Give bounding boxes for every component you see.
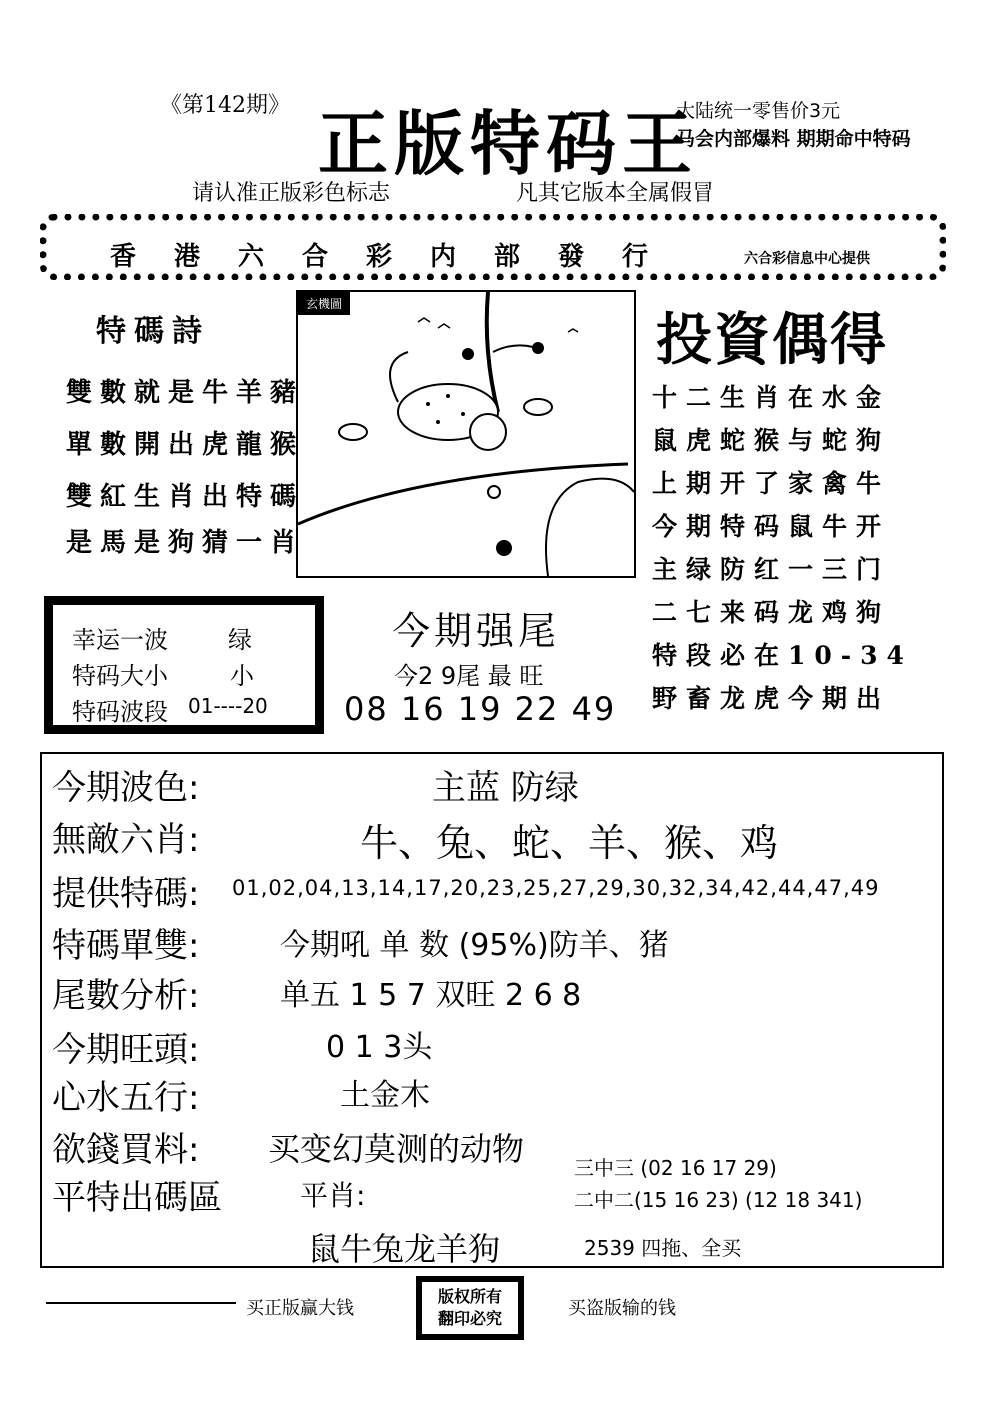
- odd-even-label: 特碼單雙:: [52, 926, 200, 966]
- poem-title: 特碼詩: [96, 314, 210, 349]
- four-drag: 2539 四拖、全买: [584, 1236, 742, 1260]
- luck-range-value: 01----20: [188, 694, 268, 718]
- six-zodiac-value: 牛、兔、蛇、羊、猴、鸡: [360, 821, 779, 865]
- invest-line: 特段必在10-34: [652, 641, 913, 670]
- footer-left-text: 买正版赢大钱: [246, 1298, 354, 1319]
- invest-line: 主绿防红一三门: [652, 555, 891, 584]
- notice-left: 请认准正版彩色标志: [192, 181, 391, 206]
- six-zodiac-label: 無敵六肖:: [52, 820, 200, 860]
- element-label: 心水五行:: [52, 1078, 200, 1118]
- footer-right-text: 买盗版输的钱: [568, 1298, 676, 1319]
- invest-title: 投資偶得: [656, 307, 888, 373]
- tail-value: 单五 1 5 7 双旺 2 6 8: [280, 978, 582, 1013]
- strong-tail-numbers: 08 16 19 22 49: [344, 690, 617, 728]
- flat-label: 平特出碼區: [52, 1178, 222, 1218]
- flat-animals: 鼠牛兔龙羊狗: [308, 1230, 501, 1268]
- tail-label: 尾數分析:: [52, 976, 200, 1016]
- element-value: 土金木: [340, 1078, 430, 1113]
- picks-value: 01,02,04,13,14,17,20,23,25,27,29,30,32,34,42,44,47,49: [232, 876, 880, 900]
- luck-range-label: 特码波段: [72, 698, 168, 726]
- copyright-line-1: 版权所有: [437, 1287, 502, 1306]
- issue-number: 《第142期》: [160, 93, 290, 118]
- puzzle-illustration: [296, 290, 636, 578]
- three-hit: 三中三 (02 16 17 29): [574, 1156, 777, 1180]
- luck-wave-label: 幸运一波: [72, 626, 168, 654]
- poem-line: 是馬是狗猜一肖: [66, 528, 305, 558]
- invest-line: 今期特码鼠牛开: [652, 512, 891, 541]
- poem-line: 雙紅生肖出特碼: [66, 482, 305, 512]
- luck-size-value: 小: [230, 662, 254, 690]
- luck-size-label: 特码大小: [72, 662, 168, 690]
- page-title: 正版特码王: [318, 102, 698, 185]
- wave-color-label: 今期波色:: [52, 768, 200, 808]
- poem-line: 雙數就是牛羊豬: [66, 378, 305, 408]
- strong-tail-title: 今期强尾: [392, 609, 561, 653]
- copyright-line-2: 翻印必究: [437, 1309, 502, 1328]
- odd-even-value: 今期吼 单 数 (95%)防羊、猪: [280, 928, 669, 963]
- footer-divider: [46, 1302, 236, 1304]
- illustration-badge: 玄機圖: [298, 292, 350, 315]
- invest-line: 野畜龙虎今期出: [652, 684, 891, 713]
- banner-text: 香港六合彩内部發行: [110, 242, 687, 272]
- banner-subtext: 六合彩信息中心提供: [744, 251, 870, 267]
- poem-line: 單數開出虎龍猴: [66, 430, 305, 460]
- head-label: 今期旺頭:: [52, 1030, 200, 1070]
- two-hit: 二中二(15 16 23) (12 18 341): [574, 1188, 863, 1212]
- strong-tail-today: 今2 9尾 最 旺: [394, 662, 544, 690]
- buy-value: 买变幻莫测的动物: [268, 1130, 525, 1168]
- head-value: 0 1 3头: [326, 1030, 433, 1065]
- flat-sub-label: 平肖:: [300, 1179, 366, 1212]
- price-text: 大陆统一零售价3元: [676, 100, 841, 122]
- picks-label: 提供特碼:: [52, 874, 200, 914]
- invest-line: 鼠虎蛇猴与蛇狗: [652, 426, 891, 455]
- wave-color-value: 主蓝 防绿: [432, 768, 579, 808]
- buy-label: 欲錢買料:: [52, 1130, 200, 1170]
- copyright-box: [416, 1276, 524, 1340]
- notice-right: 凡其它版本全属假冒: [516, 181, 715, 206]
- luck-wave-value: 绿: [228, 626, 252, 654]
- invest-line: 上期开了家禽牛: [652, 469, 891, 498]
- leopard-drawing: [298, 292, 634, 576]
- invest-line: 十二生肖在水金: [652, 383, 891, 412]
- invest-line: 二七来码龙鸡狗: [652, 598, 891, 627]
- slogan-text: 马会内部爆料 期期命中特码: [676, 128, 911, 150]
